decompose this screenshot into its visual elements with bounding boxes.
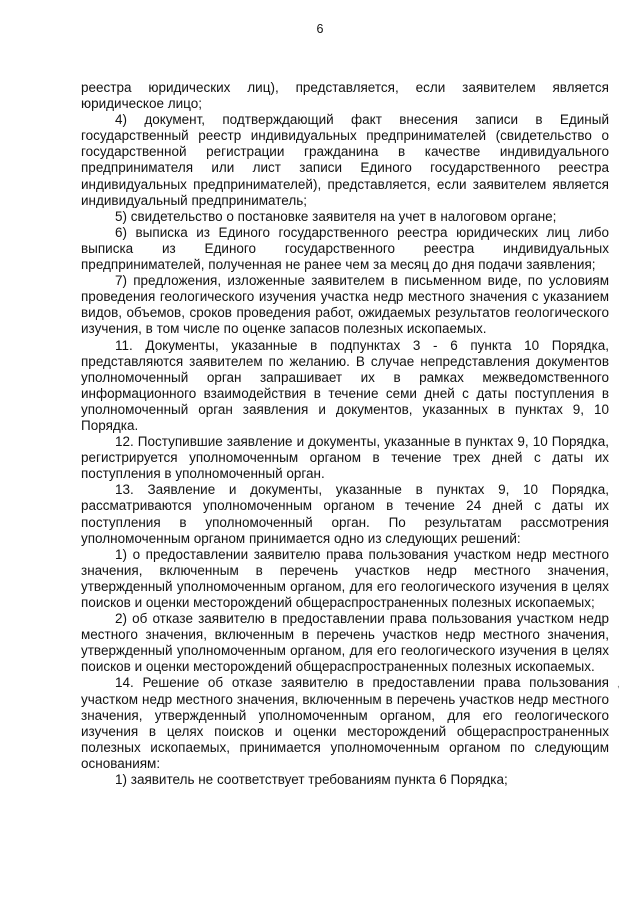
- paragraph: реестра юридических лиц), представляется, если заявителем является юридическое лицо;: [81, 80, 609, 112]
- paragraph: 4) документ, подтверждающий факт внесения записи в Единый государственный реестр индивидуальных предпринимателей (свидетельство о государственной регистрации гражданина в качестве индивидуального предпринимателя или лист записи Единого государственного реестра индивидуальных предпринимателей), представляется, если заявителем является индивидуальный предприниматель;: [81, 112, 609, 208]
- paragraph: 7) предложения, изложенные заявителем в письменном виде, по условиям проведения геологического изучения участка недр местного значения с указанием видов, объемов, сроков проведения работ, ожидаемых результатов геологического изучения, в том числе по оценке запасов полезных ископаемых.: [81, 273, 609, 337]
- paragraph: 1) о предоставлении заявителю права пользования участком недр местного значения, включенным в перечень участков недр местного значения, утвержденный уполномоченным органом, для его геологического изучения в целях поисков и оценки месторождений общераспространенных полезных ископаемых;: [81, 546, 609, 610]
- page-number: 6: [316, 22, 324, 36]
- paragraph: 5) свидетельство о постановке заявителя на учет в налоговом органе;: [115, 208, 557, 224]
- paragraph: 13. Заявление и документы, указанные в пунктах 9, 10 Порядка, рассматриваются уполномоченным органом в течение 24 дней с даты их поступления в уполномоченный орган. По результатам рассмотрения уполномоченным органом принимается одно из следующих решений:: [81, 482, 609, 546]
- scan-artifact: ,: [617, 679, 620, 690]
- document-body: [81, 80, 609, 788]
- paragraph: 2) об отказе заявителю в предоставлении права пользования участком недр местного значения, включенным в перечень участков недр местного значения, утвержденный уполномоченным органом, для его геологического изучения в целях поисков и оценки месторождений общераспространенных полезных ископаемых.: [81, 611, 609, 675]
- paragraph: 6) выписка из Единого государственного реестра юридических лиц либо выписка из Единого государственного реестра индивидуальных предпринимателей, полученная не ранее чем за месяц до дня подачи заявления;: [81, 224, 609, 273]
- paragraph: 12. Поступившие заявление и документы, указанные в пунктах 9, 10 Порядка, регистрируется уполномоченным органом в течение трех дней с даты их поступления в уполномоченный орган.: [81, 434, 609, 482]
- paragraph: 14. Решение об отказе заявителю в предоставлении права пользования участком недр местного значения, включенным в перечень участков недр местного значения, утвержденный уполномоченным органом, для его геологического изучения в целях поисков и оценки месторождений общераспространенных полезных ископаемых, принимается уполномоченным органом по следующим основаниям:: [81, 675, 609, 771]
- paragraph: 1) заявитель не соответствует требованиям пункта 6 Порядка;: [115, 772, 508, 788]
- paragraph: 11. Документы, указанные в подпунктах 3 - 6 пункта 10 Порядка, представляются заявителем по желанию. В случае непредставления документов уполномоченный орган запрашивает их в рамках межведомственного информационного взаимодействия в течение семи дней с даты поступления в уполномоченный орган заявления и документов, указанных в пунктах 9, 10 Порядка.: [81, 337, 609, 433]
